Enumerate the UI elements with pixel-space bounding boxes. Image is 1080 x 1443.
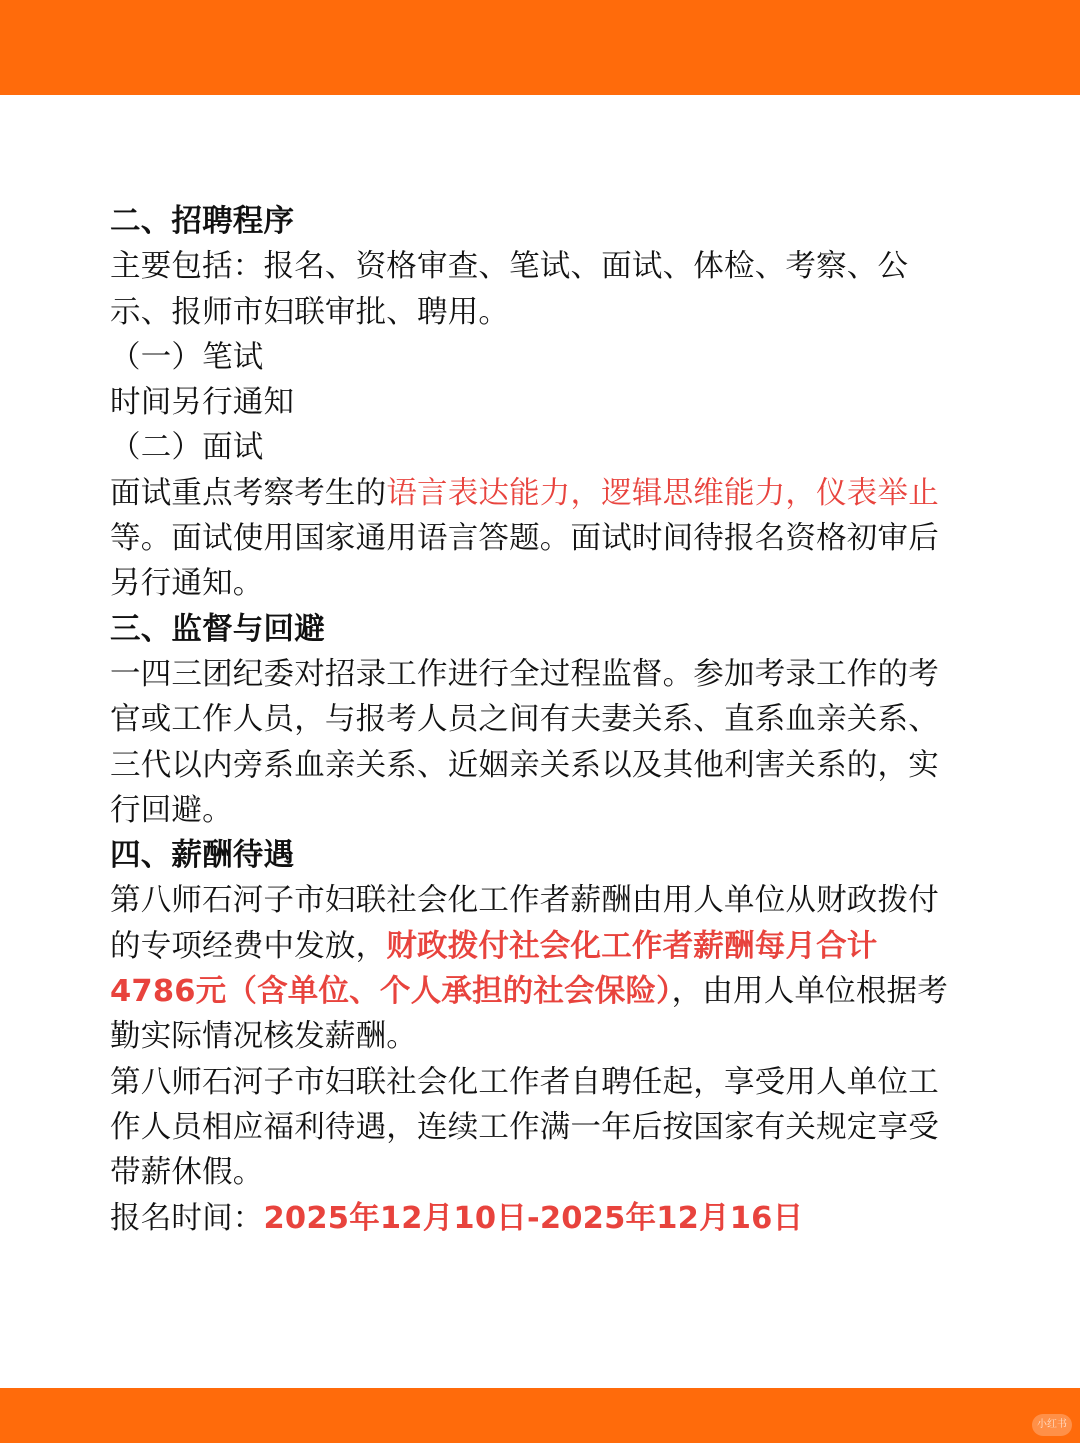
salary-text-pre: 第八师石河子市妇联社会化工作者薪酬由用人单位从财政拨付的专项经费中发放， — [110, 883, 939, 964]
interview-text-post: 等。面试使用国家通用语言答题。面试时间待报名资格初审后另行通知。 — [110, 521, 939, 602]
written-exam-title: （一）笔试 — [110, 339, 264, 375]
interview-text-pre: 面试重点考察考生的 — [110, 475, 387, 511]
interview-paragraph — [110, 471, 960, 607]
signup-label: 报名时间： — [110, 1200, 264, 1236]
top-orange-banner — [0, 0, 1080, 95]
interview-title: （二）面试 — [110, 430, 264, 466]
written-exam-text: 时间另行通知 — [110, 385, 295, 421]
bottom-orange-banner — [0, 1388, 1080, 1443]
interview-highlight: 语言表达能力，逻辑思维能力，仪表举止 — [386, 475, 939, 511]
salary-highlight: 财政拨付社会化工作者薪酬每月合计4786元（含单位、个人承担的社会保险） — [110, 928, 878, 1010]
salary-text-post: ，由用人单位根据考勤实际情况核发薪酬。 — [110, 974, 948, 1055]
heading-supervision: 三、监督与回避 — [110, 611, 325, 647]
salary-paragraph — [110, 878, 960, 1059]
watermark-badge: 小红书 — [1032, 1414, 1072, 1436]
supervision-text: 一四三团纪委对招录工作进行全过程监督。参加考录工作的考官或工作人员，与报考人员之间有夫妻关系、直系血亲关系、三代以内旁系血亲关系、近姻亲关系以及其他利害关系的，实行回避。 — [110, 656, 939, 828]
benefits-text: 第八师石河子市妇联社会化工作者自聘任起，享受用人单位工作人员相应福利待遇，连续工作满一年后按国家有关规定享受带薪休假。 — [110, 1064, 939, 1191]
signup-time — [110, 1196, 960, 1241]
heading-salary: 四、薪酬待遇 — [110, 838, 295, 874]
article-body — [110, 199, 960, 1241]
procedure-intro: 主要包括：报名、资格审查、笔试、面试、体检、考察、公示、报师市妇联审批、聘用。 — [110, 249, 909, 330]
signup-dates: 2025年12月10日-2025年12月16日 — [263, 1200, 804, 1236]
heading-procedure: 二、招聘程序 — [110, 204, 295, 239]
